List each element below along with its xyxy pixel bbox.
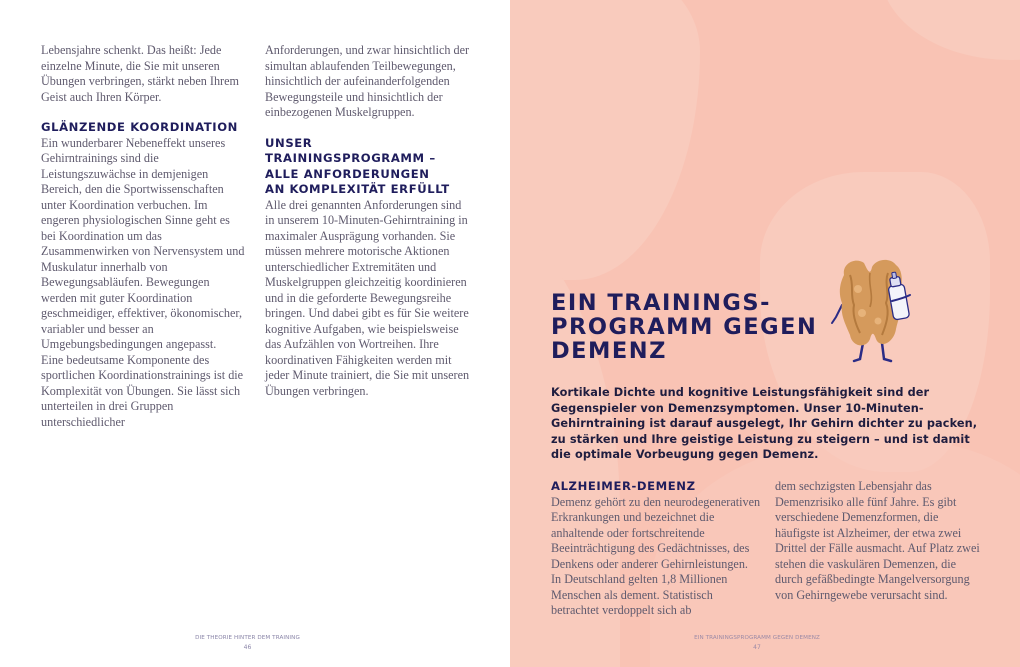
body-paragraph: Anforderungen, und zwar hinsichtlich der simultan ablaufenden Teilbewegungen, hinsichtlich der aufeinanderfolgenden Bewegungsteile und hinsichtlich der einbezogenen Muskelgruppen. <box>265 43 470 119</box>
section-heading-koordination: GLÄNZENDE KOORDINATION <box>41 120 238 134</box>
body-paragraph: Ein wunderbarer Nebeneffekt unseres Gehirntrainings sind die Leistungszuwächse in demjenigen Bereich, den die Sportwissenschaften unter Koordination verbuchen. Im engeren physiologischen Sinne geht es bei Koordination um das Zusammenwirken von Nervensystem und Muskulatur innerhalb von Bewegungsabläufen. Bewegungen werden mit guter Koordination geschmeidiger, effektiver, ökonomischer, variabler und besser an Umgebungsbedingungen angepasst. <box>41 135 245 351</box>
section-heading-alzheimer: ALZHEIMER-DEMENZ <box>551 479 696 493</box>
title-line: DEMENZ <box>551 338 667 364</box>
page-footer-right <box>672 634 842 652</box>
page-number: 47 <box>753 644 761 651</box>
body-paragraph: dem sechzigsten Lebensjahr das Demenzrisiko alle fünf Jahre. Es gibt verschiedene Demenzformen, die häufigste ist Alzheimer, der etwa zwei Drittel der Fälle ausmacht. Auf Platz zwei stehen die vaskulären Demenzen, die durch gefäßbedingte Mangelversorgung von Gehirngewebe verursacht sind. <box>775 479 980 602</box>
heading-line: ALLE ANFORDERUNGEN <box>265 166 430 181</box>
title-line: PROGRAMM GEGEN <box>551 314 818 340</box>
right-column-2 <box>775 479 985 603</box>
chapter-title <box>551 291 851 363</box>
chapter-intro: Kortikale Dichte und kognitive Leistungsfähigkeit sind der Gegenspieler von Demenzsymptomen. Unser 10-Minuten-Gehirntraining ist darauf ausgelegt, Ihr Gehirn dichter zu packen, zu stärken und Ihre geistige Leistung zu steigern – und ist damit die optimale Vorbeugung gegen Demenz. <box>551 386 978 461</box>
heading-line: UNSER TRAININGSPROGRAMM – <box>265 135 436 165</box>
left-column-2 <box>265 43 470 399</box>
walnut-mascot-icon <box>830 255 920 367</box>
body-paragraph: Eine bedeutsame Komponente des sportlichen Koordinationstrainings ist die Komplexität von Übungen. Sie lässt sich unterteilen in drei Gruppen unterschiedlicher <box>41 352 244 429</box>
left-column-1 <box>41 43 246 430</box>
body-paragraph: Alle drei genannten Anforderungen sind in unserem 10-Minuten-Gehirntraining in maximaler Ausprägung vorhanden. Sie müssen mehrere motorische Aktionen unterschiedlicher Extremitäten und Muskelgruppen gleichzeitig koordinieren und in die geforderte Bewegungsreihe bringen. Und dabei gibt es für Sie weitere kognitive Aufgaben, wie beispielsweise das Aufzählen von Wortreihen. Ihre koordinativen Fähigkeiten werden mit jeder Minute trainiert, die Sie mit unseren Übungen verbringen. <box>265 197 470 398</box>
decorative-blob <box>880 0 1020 60</box>
running-title: EIN TRAININGSPROGRAMM GEGEN DEMENZ <box>694 635 820 641</box>
body-paragraph: Lebensjahre schenkt. Das heißt: Jede einzelne Minute, die Sie mit unseren Übungen verbringen, stärkt neben Ihrem Geist auch Ihren Körper. <box>41 43 239 104</box>
body-paragraph: Demenz gehört zu den neurodegenerativen Erkrankungen und bezeichnet die anhaltende oder fortschreitende Beeinträchtigung des Gedächtnisses, des Denkens oder anderer Gehirnleistungen. In Deutschland gelten 1,8 Millionen Menschen als dement. Statistisch betrachtet verdoppelt sich ab <box>551 494 761 617</box>
heading-line: AN KOMPLEXITÄT ERFÜLLT <box>265 182 450 196</box>
running-title: DIE THEORIE HINTER DEM TRAINING <box>195 635 300 641</box>
title-line: EIN TRAININGS- <box>551 290 771 316</box>
page-number: 46 <box>243 644 252 651</box>
page-footer-left <box>170 634 325 652</box>
decorative-blob <box>510 0 700 280</box>
right-column-1 <box>551 479 761 619</box>
section-heading-trainingsprogramm <box>265 136 470 198</box>
